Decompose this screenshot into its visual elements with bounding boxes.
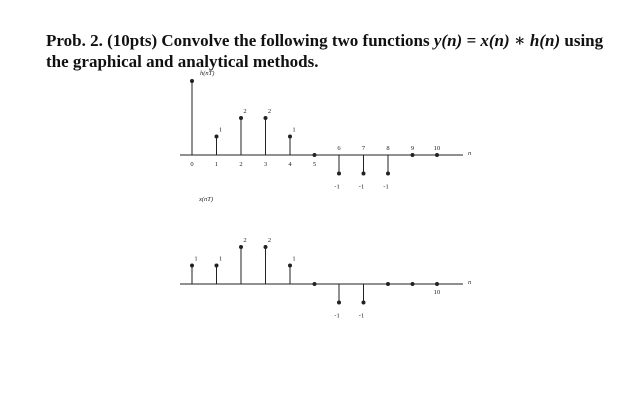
- sample-point-h-n8: [386, 172, 390, 176]
- index-label-h-n6: 6: [337, 145, 341, 152]
- problem-points: (10pts): [107, 31, 158, 50]
- value-label-x-n6: -1: [334, 312, 340, 320]
- sample-point-x-n2: [239, 245, 243, 249]
- value-label-x-n7: -1: [358, 312, 365, 320]
- sample-point-h-n1: [215, 135, 219, 139]
- index-label-h-n0: 0: [190, 161, 194, 168]
- index-label-h-n7: 7: [361, 145, 366, 152]
- value-label-h-n7: -1: [358, 183, 365, 191]
- plot-x-nT: [180, 196, 471, 320]
- sample-point-x-n7: [362, 301, 366, 305]
- index-label-h-n2: 2: [239, 161, 243, 168]
- index-label-h-n10: 10: [433, 145, 441, 152]
- value-label-x-n0: 1: [194, 255, 198, 263]
- value-label-h-n8: -1: [383, 183, 389, 191]
- sample-point-x-n3: [264, 245, 268, 249]
- problem-text-after: using the graphical and analytical methods.: [46, 31, 604, 71]
- sample-point-h-n5: [313, 153, 317, 157]
- problem-label: Prob. 2.: [46, 31, 103, 50]
- sample-point-h-n6: [337, 172, 341, 176]
- index-label-h-n3: 3: [263, 161, 268, 168]
- sample-point-x-n4: [288, 264, 292, 268]
- sample-point-x-n0: [190, 264, 194, 268]
- sample-point-x-n1: [215, 264, 219, 268]
- axis-label-n-h: n: [468, 150, 472, 157]
- sample-point-h-n9: [411, 153, 415, 157]
- sample-point-x-n5: [313, 282, 317, 286]
- sample-point-h-n2: [239, 116, 243, 120]
- value-label-h-n6: -1: [334, 183, 340, 191]
- value-label-h-n1: 1: [218, 126, 223, 134]
- sample-point-h-n0: [190, 79, 194, 83]
- index-label-x-n10: 10: [433, 289, 441, 296]
- index-label-h-n8: 8: [386, 145, 390, 152]
- problem-text-before: Convolve the following two functions: [161, 31, 430, 50]
- sample-point-x-n10: [435, 282, 439, 286]
- sample-point-h-n3: [264, 116, 268, 120]
- index-label-h-n4: 4: [288, 161, 292, 168]
- sample-point-h-n10: [435, 153, 439, 157]
- value-label-x-n2: 2: [243, 237, 247, 244]
- sample-point-x-n8: [386, 282, 390, 286]
- value-label-h-n3: 2: [267, 108, 272, 115]
- sample-point-h-n7: [362, 172, 366, 176]
- index-label-h-n1: 1: [214, 161, 219, 168]
- convolution-equation: y(n) = x(n) ∗ h(n): [433, 31, 561, 50]
- value-label-h-n4: 1: [292, 126, 296, 134]
- value-label-x-n3: 2: [267, 237, 272, 244]
- sample-point-h-n4: [288, 135, 292, 139]
- value-label-h-n2: 2: [243, 108, 247, 115]
- plot-title-x: x(nT): [199, 196, 214, 203]
- axis-label-n-x: n: [468, 279, 472, 286]
- plot-title-h: h(nT): [200, 70, 215, 77]
- value-label-x-n1: 1: [218, 255, 223, 263]
- value-label-x-n4: 1: [292, 255, 296, 263]
- index-label-h-n9: 9: [410, 145, 415, 152]
- sample-point-x-n6: [337, 301, 341, 305]
- plot-h-nT: [180, 70, 471, 191]
- sample-point-x-n9: [411, 282, 415, 286]
- index-label-h-n5: 5: [312, 161, 317, 168]
